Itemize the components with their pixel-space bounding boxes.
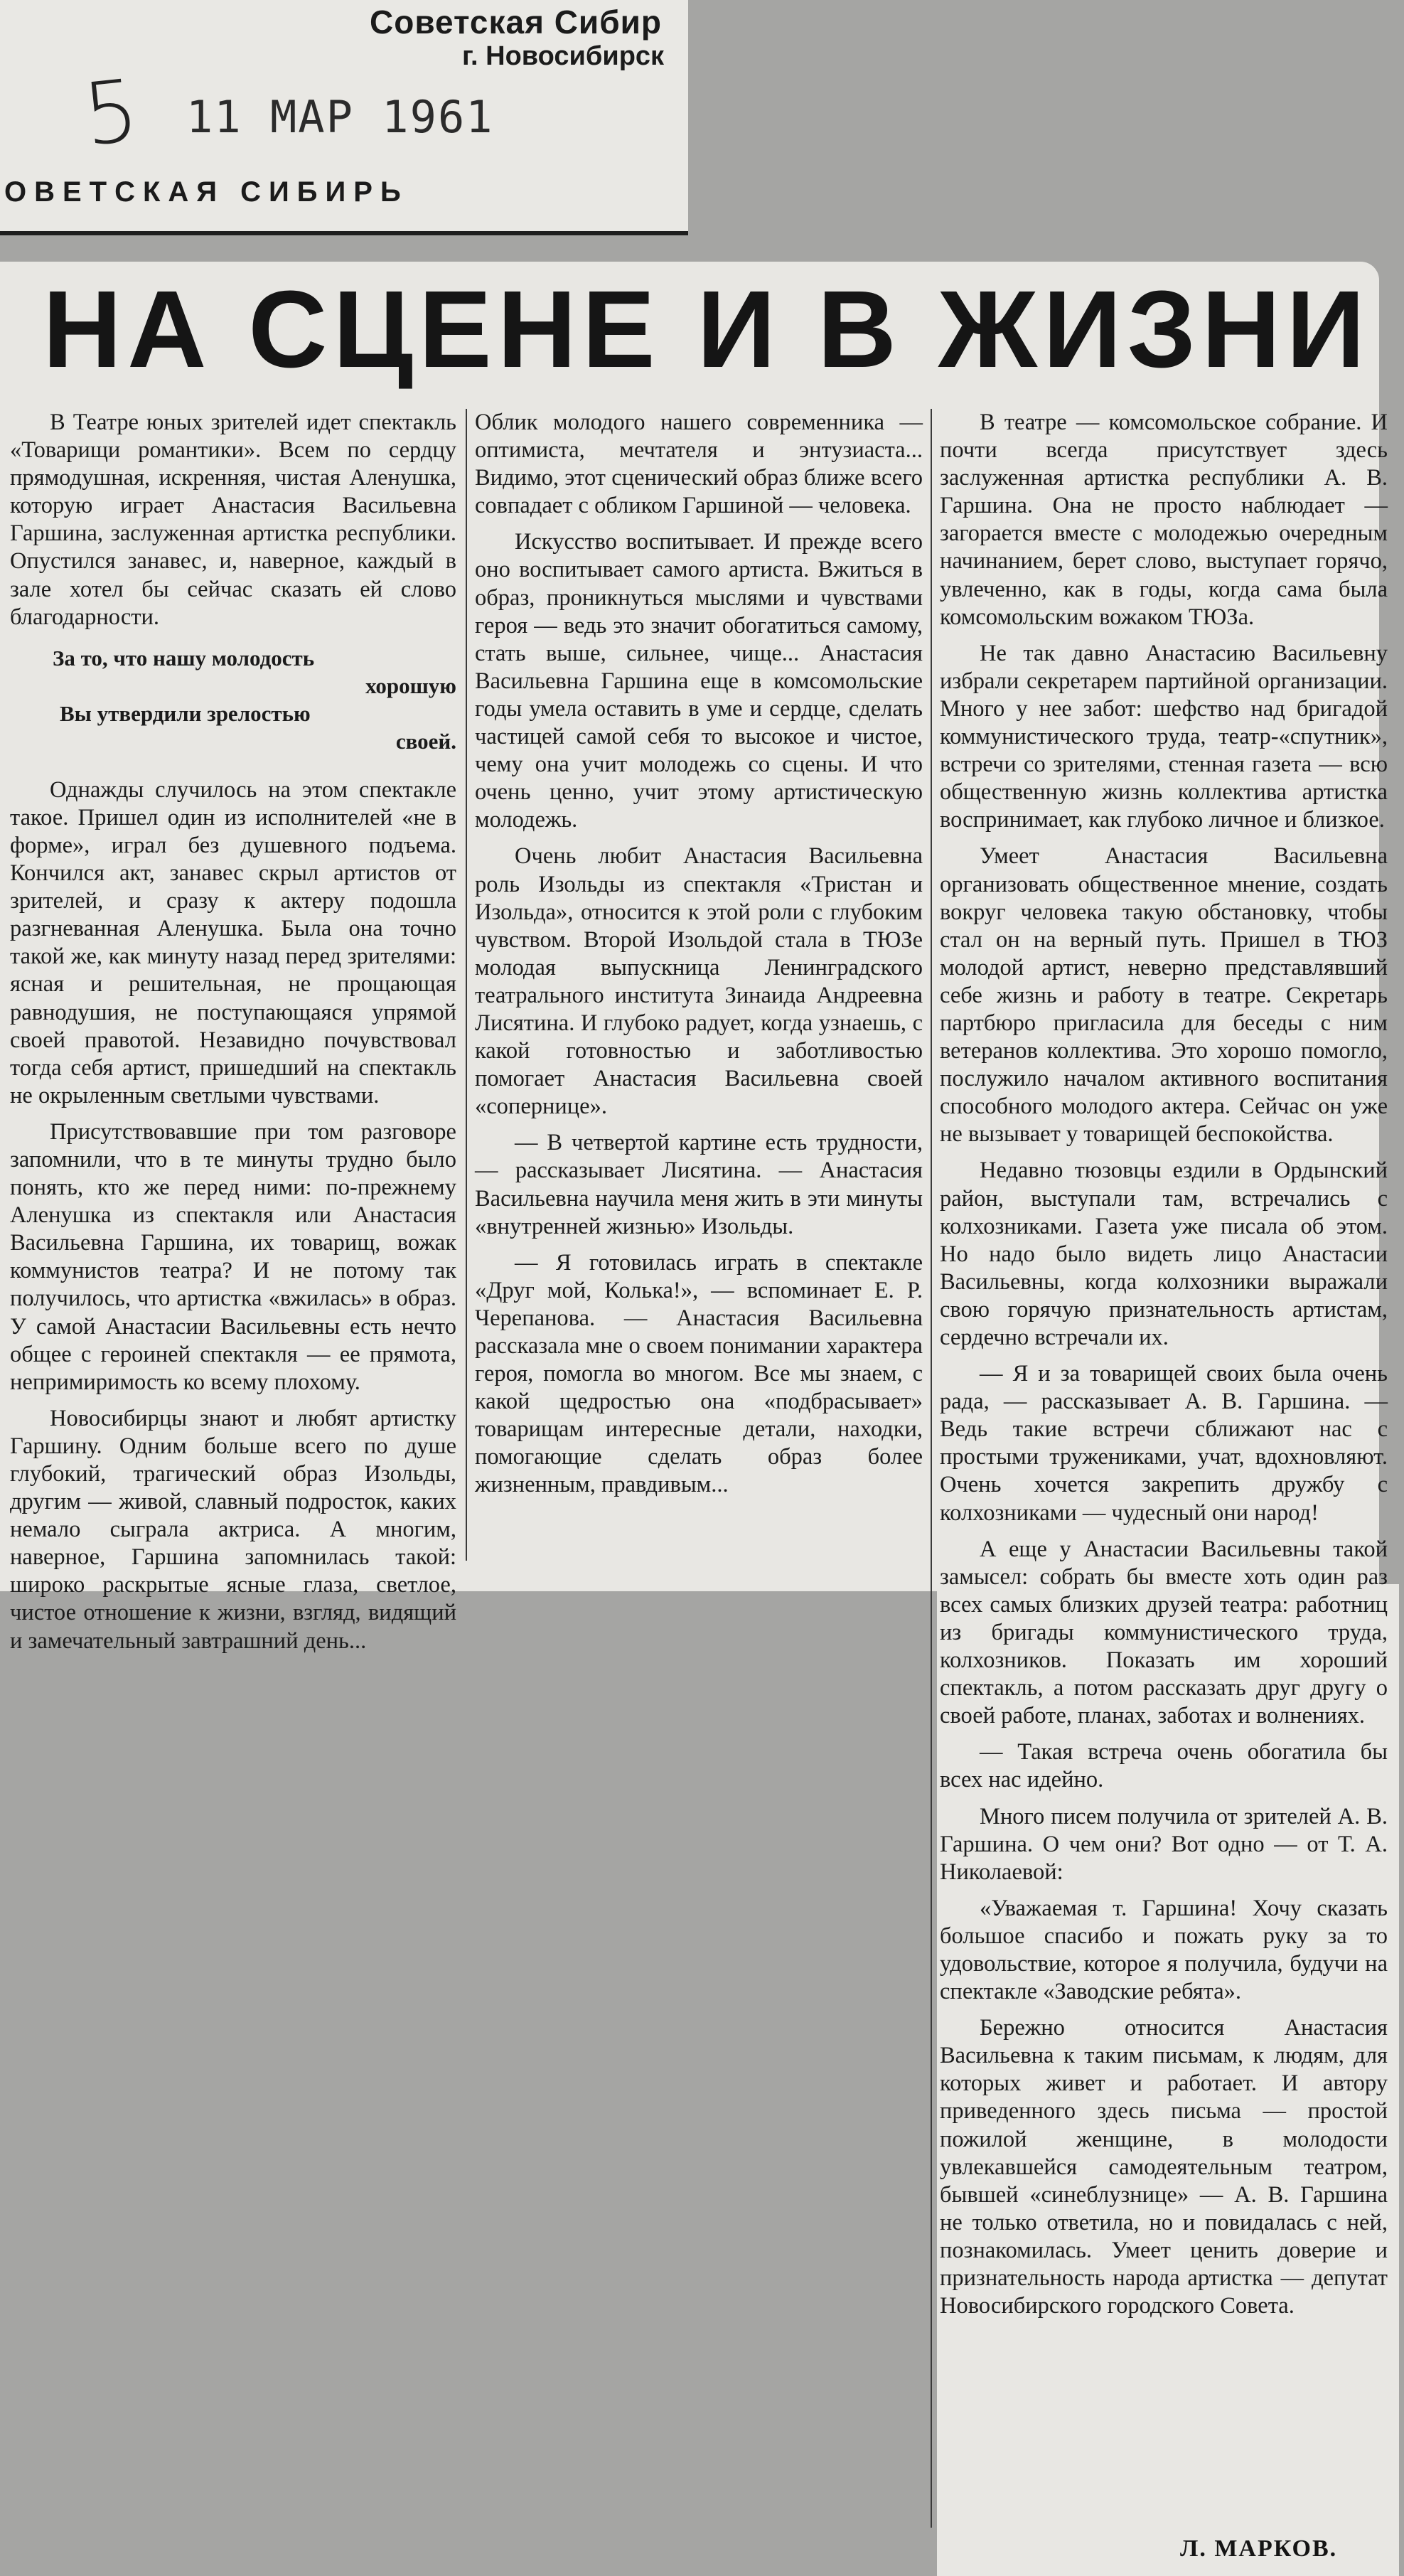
paragraph: Новосибирцы знают и любят артистку Гаршину. Одним больше всего по душе глубокий, трагический образ Изольды, другим — живой, славный подросток, каких немало сыграла актриса. А многим, наверное, Гаршина запомнилась такой: широко раскрытые ясные глаза, светлое, чистое отношение к жизни, взгляд, видящий и замечательный завтрашний день... <box>10 1405 456 1654</box>
paragraph: Недавно тюзовцы ездили в Ордынский район, выступали там, встречались с колхозниками. Газета уже писала об этом. Но надо было видеть лицо Анастасии Васильевны, когда колхозники выражали свою горячую признательность артистам, сердечно встречали их. <box>940 1158 1388 1350</box>
paragraph: — Я готовилась играть в спектакле «Друг мой, Колька!», — вспоминает Е. Р. Черепанова. — Анастасия Васильевна рассказала мне о своем понимании характера героя, помогла во многом. Все мы знаем, с какой щедростью она «подбрасывает» товарищам интересные детали, находки, помогающие сделать образ более жизненным, правдивым... <box>475 1249 923 1498</box>
epigraph <box>53 644 456 755</box>
paragraph: Не так давно Анастасию Васильевну избрали секретарем партийной организации. Много у нее забот: шефство над бригадой коммунистического труда, театр-«спутник», встречи со зрителями, стенная газета — всю общественную жизнь коллектива артистка воспринимает, как глубоко личное и близкое. <box>940 640 1388 833</box>
paragraph: — Я и за товарищей своих была очень рада, — рассказывает А. В. Гаршина. — Ведь такие встречи сближают нас с простыми тружениками, учат, вдохновляют. Очень хочется закрепить дружбу с колхозниками — чудесный они народ! <box>940 1361 1388 1526</box>
headline: НА СЦЕНЕ И В ЖИЗНИ <box>43 268 1371 390</box>
article <box>0 262 1404 2576</box>
author-signature: Л. МАРКОВ. <box>1180 2535 1338 2562</box>
date-stamp: 11 МАР 1961 <box>186 91 494 143</box>
paragraph: Присутствовавшие при том разговоре запомнили, что в те минуты трудно было понять, кто же перед ними: по-прежнему Аленушка из спектакля или Анастасия Васильевна Гаршина, их товарищ, вожак коммунистов театра? И не потому так получилось, что артистка «вжилась» в образ. У самой Анастасии Васильевны есть нечто общее с героиней спектакля — ее прямота, непримиримость ко всему плохому. <box>10 1118 456 1395</box>
paragraph: А еще у Анастасии Васильевны такой замысел: собрать бы вместе хоть один раз всех самых близких друзей театра: работниц из бригады коммунистического труда, колхозников. Показать им хороший спектакль, а потом рассказать друг другу о своей работе, планах, заботах и волнениях. <box>940 1536 1388 1729</box>
epigraph-line: Вы утвердили зрелостью <box>60 700 311 726</box>
paragraph: Облик молодого нашего современника — оптимиста, мечтателя и энтузиаста... Видимо, этот сценический образ ближе всего совпадает с обликом Гаршиной — человека. <box>475 410 923 519</box>
epigraph-line: хорошую <box>365 673 456 698</box>
paragraph: — Такая встреча очень обогатила бы всех нас идейно. <box>940 1739 1388 1793</box>
paragraph: Много писем получила от зрителей А. В. Гаршина. О чем они? Вот одно — от Т. А. Николаевой: <box>940 1803 1388 1885</box>
newspaper-masthead: ОВЕТСКАЯ СИБИРЬ <box>4 176 409 208</box>
clipping-header <box>0 0 688 235</box>
paragraph: Умеет Анастасия Васильевна организовать общественное мнение, создать вокруг человека такую обстановку, чтобы стал он на верный путь. Пришел в ТЮЗ молодой артист, неверно представлявший себе жизнь и работу в театре. Секретарь партбюро пригласила для беседы с ним ветеранов коллектива. Это хорошо помогло, послужило началом активного воспитания способного молодого актера. Сейчас он уже не вызывает у товарищей беспокойства. <box>940 843 1388 1148</box>
epigraph-line: своей. <box>395 728 456 754</box>
paragraph: В Театре юных зрителей идет спектакль «Товарищи романтики». Всем по сердцу прямодушная, искренняя, чистая Аленушка, которую играет Анастасия Васильевна Гаршина, заслуженная артистка республики. Опустился занавес, и, наверное, каждый в зале хотел бы сейчас сказать ей слово благодарности. <box>10 410 456 630</box>
source-name: Советская Сибир <box>370 4 662 41</box>
paragraph: Однажды случилось на этом спектакле такое. Пришел один из исполнителей «не в форме», играл без душевного подъема. Кончился акт, занавес скрыл артистов от зрителей, и сразу к актеру подошла разгневанная Аленушка. Была она точно такой же, как минуту назад перед зрителями: ясная и решительная, не прощающая равнодушия, не поступающаяся упрямой своей правотой. Незавидно почувствовал тогда себя артист, пришедший на спектакль не окрыленным светлыми чувствами. <box>10 776 456 1108</box>
paragraph: Искусство воспитывает. И прежде всего оно воспитывает самого артиста. Вжиться в образ, проникнуться мыслями и чувствами героя — ведь это значит обогатиться самому, стать выше, сильнее, чище... Анастасия Васильевна Гаршина еще в комсомольские годы умела оставить в уме и сердце, сделать частицей самой себя то высокое и чистое, чему она учит молодежь со сцены. И что очень ценно, учит этому артистическую молодежь. <box>475 529 923 833</box>
column-2 <box>475 409 923 1508</box>
column-rule <box>931 409 932 2528</box>
source-city: г. Новосибирск <box>462 41 665 71</box>
column-3 <box>940 409 1388 2329</box>
paragraph: «Уважаемая т. Гаршина! Хочу сказать большое спасибо и пожать руку за то удовольствие, которое я получила, будучи на спектакле «Заводские ребята». <box>940 1895 1388 2005</box>
paragraph: — В четвертой картине есть трудности, — рассказывает Лисятина. — Анастасия Васильевна научила меня жить в эти минуты «внутренней жизнью» Изольды. <box>475 1130 923 1239</box>
column-rule <box>466 409 467 1561</box>
handwritten-number: 5 <box>78 61 144 166</box>
paragraph: В театре — комсомольское собрание. И почти всегда присутствует здесь заслуженная артистка республики А. В. Гаршина. Она не просто наблюдает — загорается вместе с молодежью очередным начинанием, берет слово, выступает горячо, увлеченно, как в годы, когда сама была комсомольским вожаком ТЮЗа. <box>940 410 1388 630</box>
epigraph-line: За то, что нашу молодость <box>53 645 315 670</box>
paragraph: Бережно относится Анастасия Васильевна к таким письмам, к людям, для которых живет и работает. И автору приведенного здесь письма — простой пожилой женщине, в молодости увлекавшейся самодеятельным театром, бывшей «синеблузнице» — А. В. Гаршина не только ответила, но и повидалась с ней, познакомилась. Умеет ценить доверие и признательность народа артистка — депутат Новосибирского городского Совета. <box>940 2015 1388 2319</box>
column-1 <box>10 409 456 1664</box>
paragraph: Очень любит Анастасия Васильевна роль Изольды из спектакля «Тристан и Изольда», относится к этой роли с глубоким чувством. Второй Изольдой стала в ТЮЗе молодая выпускница Ленинградского театрального института Зинаида Андреевна Лисятина. И глубоко радует, когда узнаешь, с какой готовностью и заботливостью помогает Анастасия Васильевна своей «сопернице». <box>475 843 923 1120</box>
